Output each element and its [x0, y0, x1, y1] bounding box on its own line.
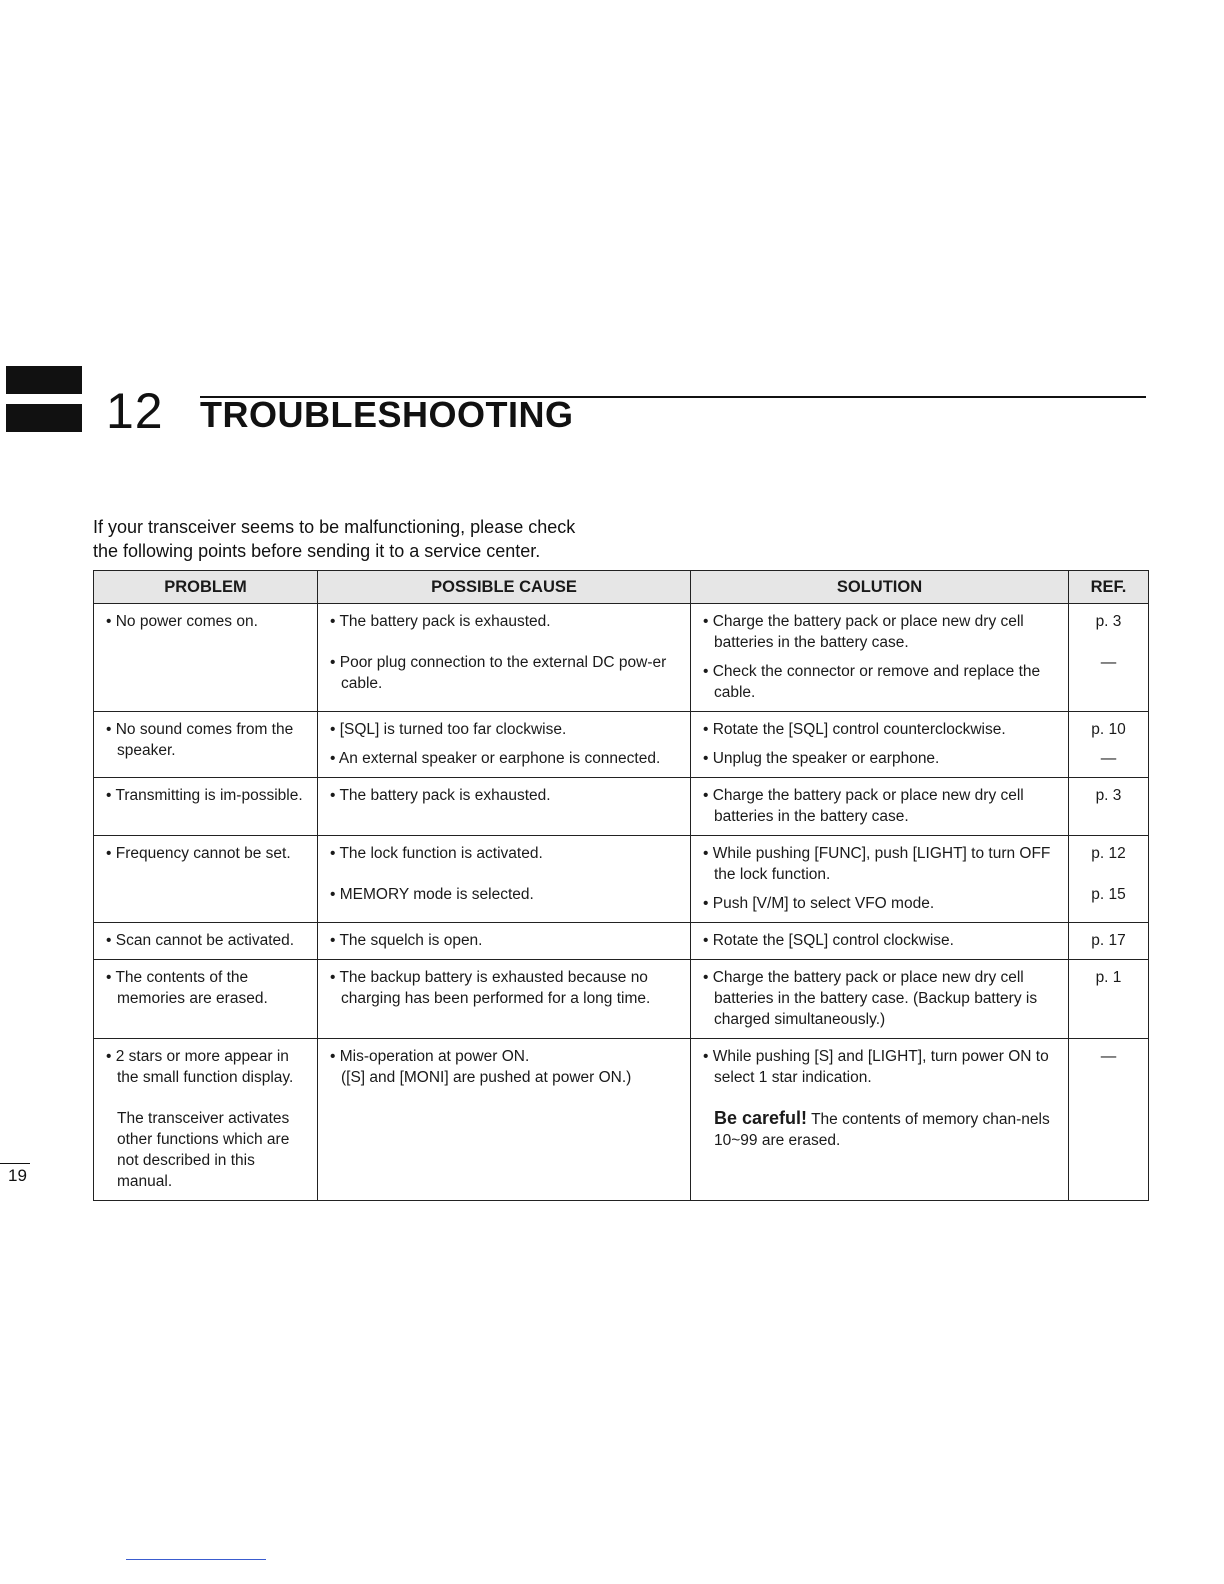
cause-text: • An external speaker or earphone is connected.	[330, 750, 661, 767]
cause-cell	[318, 960, 691, 1039]
careful-label: Be careful!	[714, 1108, 808, 1128]
chapter-number: 12	[106, 383, 164, 439]
table-row	[94, 778, 1149, 836]
solution-text: • Charge the battery pack or place new dry cell batteries in the battery case.	[703, 787, 1024, 825]
ref-value: p. 1	[1095, 969, 1122, 986]
ref-cell	[1069, 960, 1149, 1039]
ref-cell	[1069, 712, 1149, 778]
solution-text: • While pushing [FUNC], push [LIGHT] to turn OFF the lock function.	[703, 845, 1051, 883]
ref-value: p. 3	[1095, 787, 1122, 804]
intro-line-1: If your transceiver seems to be malfunctioning, please check	[93, 517, 576, 537]
solution-cell	[691, 778, 1069, 836]
table-row	[94, 712, 1149, 778]
header-cause: POSSIBLE CAUSE	[318, 571, 691, 604]
problem-text: • Frequency cannot be set.	[106, 845, 291, 862]
table-header-row	[94, 571, 1149, 604]
ref-value: p. 10	[1091, 721, 1126, 738]
solution-text: • Rotate the [SQL] control clockwise.	[703, 932, 954, 949]
chapter-title: TROUBLESHOOTING	[200, 394, 574, 435]
solution-text: • Charge the battery pack or place new dry cell batteries in the battery case. (Backup battery is charged simultaneously.)	[703, 969, 1038, 1028]
ref-cell	[1069, 923, 1149, 960]
solution-cell	[691, 836, 1069, 923]
table-row	[94, 923, 1149, 960]
cause-note: ([S] and [MONI] are pushed at power ON.)	[341, 1069, 632, 1086]
cause-cell	[318, 604, 691, 712]
problem-text: • 2 stars or more appear in the small function display.	[106, 1048, 294, 1086]
problem-text: • The contents of the memories are erased.	[106, 969, 268, 1007]
ref-cell	[1069, 604, 1149, 712]
cause-text: • Poor plug connection to the external DC pow-er cable.	[330, 654, 667, 692]
ref-value: p. 12	[1091, 845, 1126, 862]
problem-cell	[94, 960, 318, 1039]
page-number-rule	[0, 1163, 30, 1164]
solution-text: • Rotate the [SQL] control counterclockwise.	[703, 721, 1006, 738]
problem-cell	[94, 923, 318, 960]
header-problem: PROBLEM	[94, 571, 318, 604]
intro-line-2: the following points before sending it to a service center.	[93, 541, 541, 561]
ref-value: —	[1100, 1048, 1117, 1065]
careful-note	[703, 1108, 1056, 1151]
table-row	[94, 960, 1149, 1039]
problem-text: • Scan cannot be activated.	[106, 932, 295, 949]
cause-text: • The backup battery is exhausted because no charging has been performed for a long time.	[330, 969, 651, 1007]
table-row	[94, 604, 1149, 712]
ref-cell	[1069, 1039, 1149, 1201]
ref-value: p. 17	[1091, 932, 1126, 949]
problem-cell	[94, 1039, 318, 1201]
ref-value: p. 15	[1091, 886, 1126, 903]
ref-value: p. 3	[1095, 613, 1122, 630]
solution-cell	[691, 1039, 1069, 1201]
cause-text: • The lock function is activated.	[330, 845, 543, 862]
table-row	[94, 1039, 1149, 1201]
chapter-marker-top	[6, 366, 82, 394]
solution-cell	[691, 604, 1069, 712]
solution-text: • Push [V/M] to select VFO mode.	[703, 895, 935, 912]
chapter-marker-bottom	[6, 404, 82, 432]
problem-cell	[94, 778, 318, 836]
cause-cell	[318, 1039, 691, 1201]
solution-text: • Check the connector or remove and replace the cable.	[703, 663, 1041, 701]
header-ref: REF.	[1069, 571, 1149, 604]
solution-cell	[691, 923, 1069, 960]
solution-text: • While pushing [S] and [LIGHT], turn power ON to select 1 star indication.	[703, 1048, 1049, 1086]
problem-cell	[94, 712, 318, 778]
ref-value: —	[1100, 750, 1117, 767]
cause-cell	[318, 836, 691, 923]
solution-text: • Charge the battery pack or place new dry cell batteries in the battery case.	[703, 613, 1024, 651]
ref-value: —	[1100, 654, 1117, 671]
cause-cell	[318, 778, 691, 836]
troubleshooting-table	[93, 570, 1149, 1201]
cause-cell	[318, 923, 691, 960]
problem-cell	[94, 604, 318, 712]
problem-text: • Transmitting is im-possible.	[106, 787, 303, 804]
solution-text: • Unplug the speaker or earphone.	[703, 750, 940, 767]
cause-text: • Mis-operation at power ON.	[330, 1048, 530, 1065]
ref-cell	[1069, 836, 1149, 923]
cause-text: • MEMORY mode is selected.	[330, 886, 534, 903]
intro-paragraph	[93, 515, 575, 563]
table-row	[94, 836, 1149, 923]
cause-text: • The squelch is open.	[330, 932, 483, 949]
problem-text: • No power comes on.	[106, 613, 258, 630]
bottom-rule	[126, 1559, 266, 1560]
ref-cell	[1069, 778, 1149, 836]
cause-text: • [SQL] is turned too far clockwise.	[330, 721, 567, 738]
cause-text: • The battery pack is exhausted.	[330, 613, 551, 630]
problem-cell	[94, 836, 318, 923]
solution-cell	[691, 712, 1069, 778]
page-number: 19	[8, 1166, 27, 1185]
careful-text: The contents of memory chan-nels 10~99 are erased.	[714, 1111, 1050, 1149]
cause-text: • The battery pack is exhausted.	[330, 787, 551, 804]
problem-note: The transceiver activates other functions which are not described in this manual.	[117, 1110, 290, 1190]
cause-cell	[318, 712, 691, 778]
header-solution: SOLUTION	[691, 571, 1069, 604]
solution-cell	[691, 960, 1069, 1039]
problem-text: • No sound comes from the speaker.	[106, 721, 294, 759]
